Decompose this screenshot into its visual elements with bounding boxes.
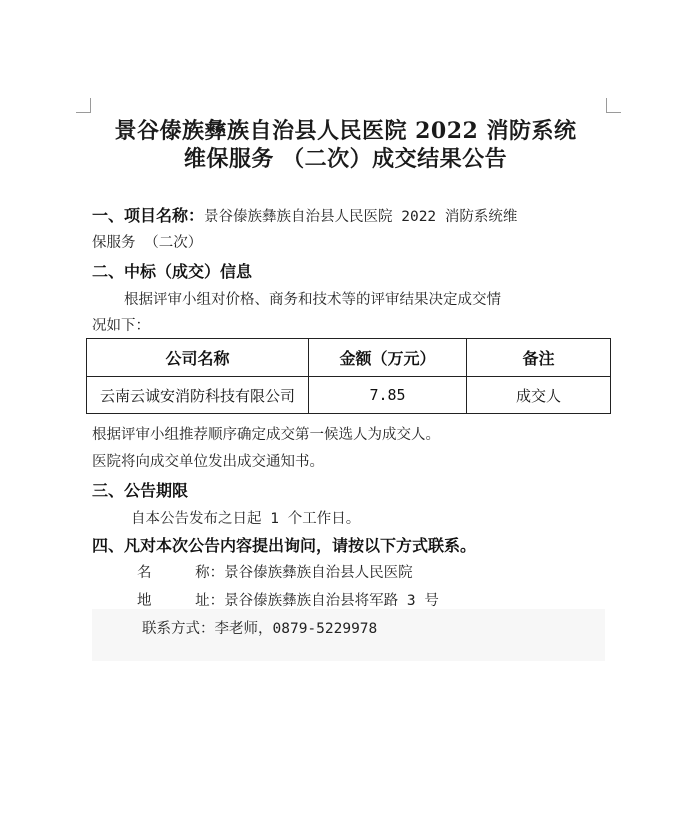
contact-name-row bbox=[137, 561, 413, 582]
section-2-intro-cont: 况如下： bbox=[92, 318, 150, 334]
crop-mark-top-right bbox=[606, 98, 621, 113]
company-name-cell: 云南云诚安消防科技有限公司 bbox=[87, 377, 309, 414]
contact-label: 联系方式： bbox=[142, 621, 215, 637]
project-name-text: 景谷傣族彝族自治县人民医院 2022 消防系统维 bbox=[204, 209, 518, 225]
result-table bbox=[86, 338, 611, 414]
table-header-amount: 金额（万元） bbox=[309, 339, 467, 377]
crop-mark-top-left bbox=[76, 98, 91, 113]
project-name-text-cont: 保服务 （二次） bbox=[92, 235, 203, 251]
recommendation-note: 根据评审小组推荐顺序确定成交第一候选人为成交人。 bbox=[92, 427, 440, 443]
section-1-heading: 一、项目名称： bbox=[92, 206, 205, 225]
announcement-title-line-2: 维保服务 （二次）成交结果公告 bbox=[183, 146, 508, 172]
amount-cell: 7.85 bbox=[309, 377, 467, 414]
table-header-company: 公司名称 bbox=[87, 339, 309, 377]
section-2-heading: 二、中标（成交）信息 bbox=[92, 262, 253, 281]
section-1-line-1 bbox=[92, 203, 517, 226]
section-4-heading: 四、凡对本次公告内容提出询问，请按以下方式联系。 bbox=[92, 536, 477, 555]
table-row bbox=[87, 377, 611, 414]
section-3-heading: 三、公告期限 bbox=[92, 481, 189, 500]
section-2-intro: 根据评审小组对价格、商务和技术等的评审结果决定成交情 bbox=[124, 292, 501, 308]
contact-value: 李老师，0879-5229978 bbox=[214, 621, 378, 637]
announcement-title-line-1: 景谷傣族彝族自治县人民医院 2022 消防系统 bbox=[114, 118, 577, 144]
address-label: 地 址： bbox=[137, 593, 225, 609]
name-label: 名 称： bbox=[137, 565, 225, 581]
notice-period-text: 自本公告发布之日起 1 个工作日。 bbox=[131, 511, 361, 527]
table-header-row bbox=[87, 339, 611, 377]
notification-note: 医院将向成交单位发出成交通知书。 bbox=[92, 454, 324, 470]
address-value: 景谷傣族彝族自治县将军路 3 号 bbox=[224, 593, 439, 609]
contact-method-row bbox=[142, 617, 377, 638]
contact-address-row bbox=[137, 589, 439, 610]
table-header-remark: 备注 bbox=[467, 339, 611, 377]
remark-cell: 成交人 bbox=[467, 377, 611, 414]
name-value: 景谷傣族彝族自治县人民医院 bbox=[224, 565, 413, 581]
